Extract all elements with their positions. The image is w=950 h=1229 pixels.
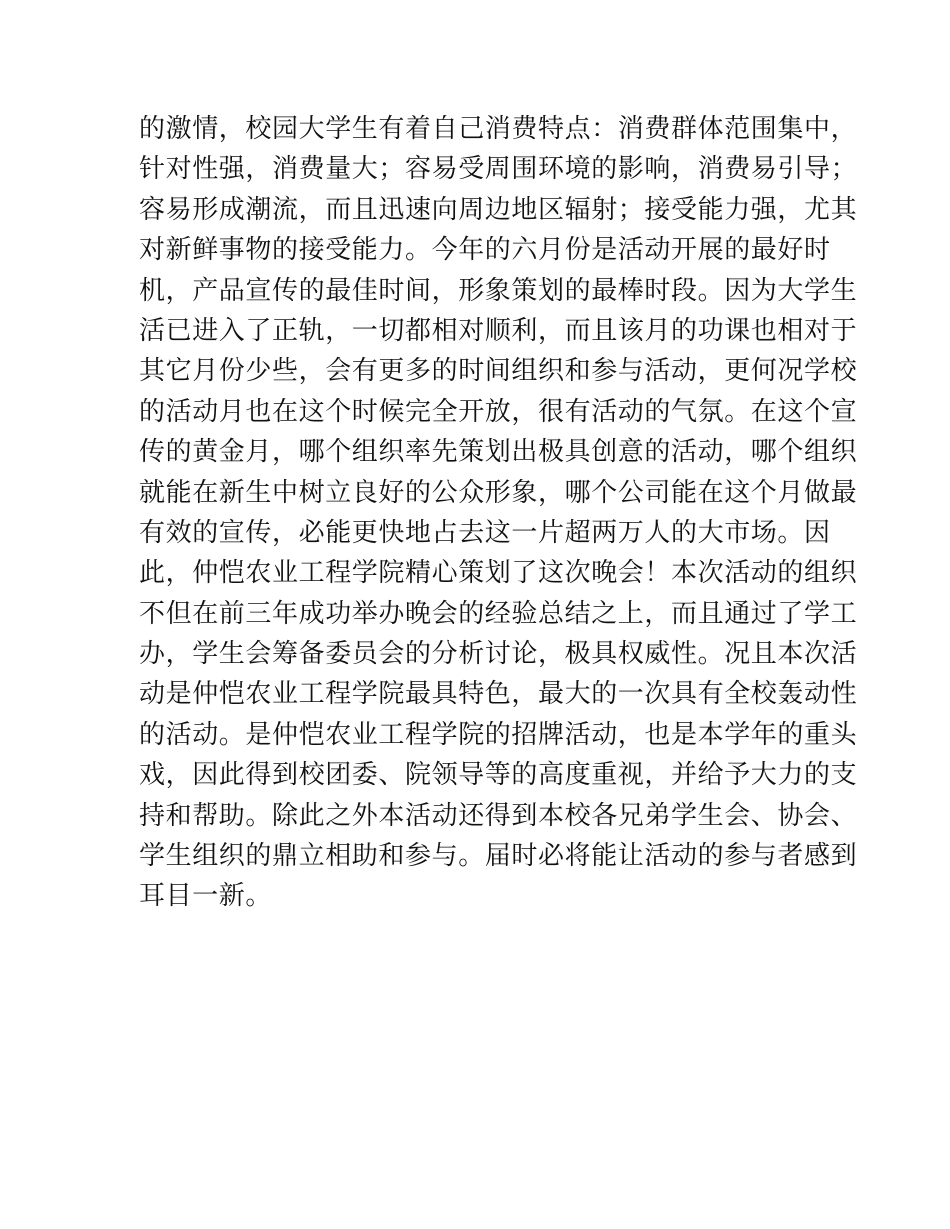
text-line: 办，学生会筹备委员会的分析讨论，极具权威性。况且本次活 [139, 639, 858, 670]
text-line: 学生组织的鼎立相助和参与。届时必将能让活动的参与者感到 [139, 841, 858, 872]
text-line: 的活动。是仲恺农业工程学院的招牌活动，也是本学年的重头 [139, 719, 858, 750]
text-line: 戏，因此得到校团委、院领导等的高度重视，并给予大力的支 [139, 760, 858, 791]
text-line: 针对性强，消费量大；容易受周围环境的影响，消费易引导； [139, 154, 858, 185]
text-line: 容易形成潮流，而且迅速向周边地区辐射；接受能力强，尤其 [139, 194, 858, 225]
text-line: 的激情，校园大学生有着自己消费特点：消费群体范围集中， [139, 114, 858, 144]
text-line: 机，产品宣传的最佳时间，形象策划的最棒时段。因为大学生 [139, 275, 858, 306]
text-line: 传的黄金月，哪个组织率先策划出极具创意的活动，哪个组织 [139, 437, 858, 468]
text-line: 活已进入了正轨，一切都相对顺利，而且该月的功课也相对于 [139, 315, 858, 346]
text-line: 的活动月也在这个时候完全开放，很有活动的气氛。在这个宣 [139, 396, 858, 427]
text-line: 对新鲜事物的接受能力。今年的六月份是活动开展的最好时 [139, 235, 831, 266]
text-line: 耳目一新。 [139, 881, 273, 912]
text-line: 其它月份少些，会有更多的时间组织和参与活动，更何况学校 [139, 356, 858, 387]
text-line: 就能在新生中树立良好的公众形象，哪个公司能在这个月做最 [139, 477, 858, 508]
text-line: 有效的宣传，必能更快地占去这一片超两万人的大市场。因 [139, 517, 831, 548]
text-line: 不但在前三年成功举办晚会的经验总结之上，而且通过了学工 [139, 598, 858, 629]
text-line: 动是仲恺农业工程学院最具特色，最大的一次具有全校轰动性 [139, 679, 858, 710]
text-line: 持和帮助。除此之外本活动还得到本校各兄弟学生会、协会、 [139, 800, 858, 831]
text-line: 此，仲恺农业工程学院精心策划了这次晚会！本次活动的组织 [139, 558, 858, 589]
body-paragraph [139, 109, 858, 917]
